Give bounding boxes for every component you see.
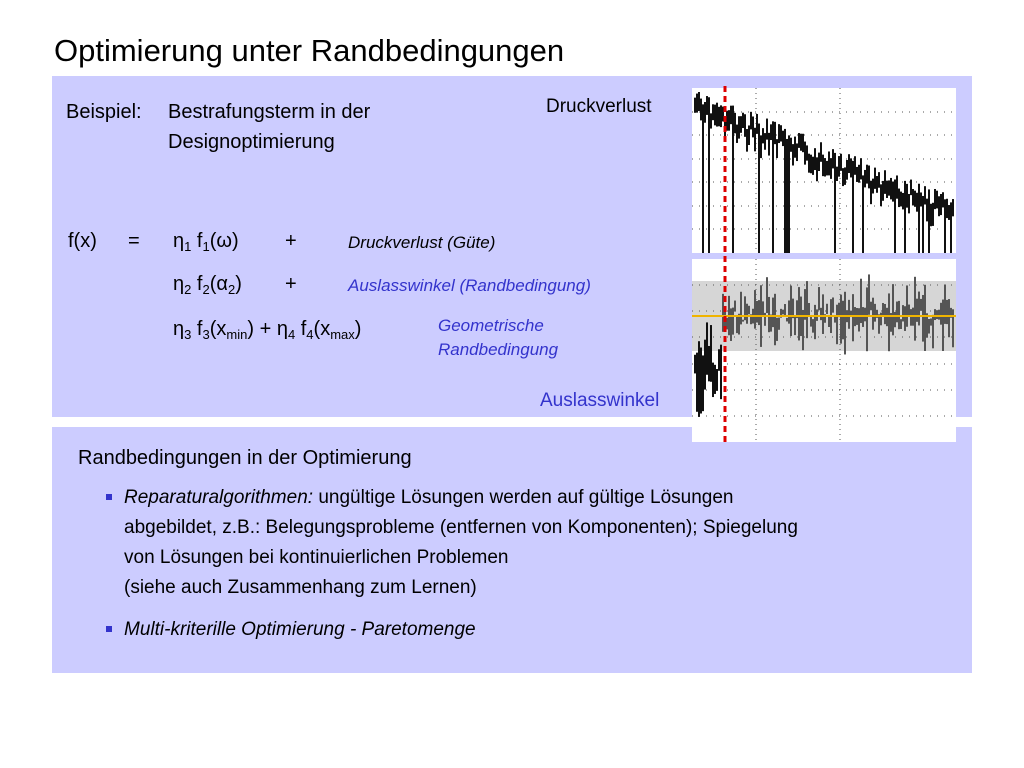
eta-subscript: 3 [184,327,192,342]
plot-trace [694,92,954,253]
argument-symbol: α [216,273,228,295]
eta-subscript: 1 [184,239,192,254]
variable-subscript: min [226,327,248,342]
plot-label-auslasswinkel: Auslasswinkel [540,390,660,411]
plot-label-druckverlust: Druckverlust [546,96,652,117]
function-subscript: 3 [202,327,210,342]
bullet-line2: abgebildet, z.B.: Belegungsprobleme (entfernen von Komponenten); Spiegelung [124,517,798,538]
note-druckverlust: Druckverlust (Güte) [348,233,496,252]
slide-title: Optimierung unter Randbedingungen [54,33,565,68]
variable-symbol: x [216,318,227,340]
bullet-reparatur [124,483,954,603]
note-auslasswinkel: Auslasswinkel (Randbedingung) [348,276,591,295]
eta-symbol: η [276,318,288,340]
function-symbol: f [300,318,307,340]
eta-subscript: 4 [287,327,296,342]
bullet-square-icon [106,494,112,500]
auslasswinkel-plot [692,259,956,442]
function-symbol: f [196,273,203,295]
eta-symbol: η [173,273,185,295]
function-symbol: f [196,230,203,252]
bullet-pareto: Multi-kriterille Optimierung - Paretomenge [124,619,476,640]
section-heading: Randbedingungen in der Optimierung [78,447,412,469]
bullet-line3: von Lösungen bei kontinuierlichen Problemen [124,547,509,568]
bullet-lead: Reparaturalgorithmen: [124,487,314,508]
eta-symbol: η [173,230,185,252]
function-subscript: 1 [202,239,210,254]
formula-plus-3: + [259,318,272,340]
formula-term-3: $\eta_3$ $f_3(x_{min}) + \eta_4$ $f_4(x_{max})$ [173,318,362,342]
function-subscript: 2 [202,282,210,297]
note-geometrische: Geometrische [438,316,544,335]
formula-term-1: $\eta_1$ $f_1(\omega)$ [173,230,239,254]
eta-symbol: η [173,318,185,340]
formula-equals: = [128,230,140,252]
formula-plus-1: + [285,230,297,252]
argument-subscript: 2 [227,282,236,297]
function-symbol: f [196,318,203,340]
bullet-line4: (siehe auch Zusammenhang zum Lernen) [124,577,477,598]
argument-symbol: ω [216,230,233,252]
druckverlust-plot [692,88,956,253]
example-line1: Bestrafungsterm in der [168,101,371,123]
variable-symbol: x [320,318,331,340]
example-label: Beispiel: [66,101,142,123]
iteration-marker [721,86,729,444]
note-randbedingung: Randbedingung [438,340,559,359]
function-subscript: 4 [306,327,314,342]
bullet-line1: ungültige Lösungen werden auf gültige Lösungen [313,487,734,508]
formula-term-2: $\eta_2$ $f_2(\alpha_2)$ [173,273,242,297]
variable-subscript: max [330,327,355,342]
formula-plus-2: + [285,273,297,295]
example-line2: Designoptimierung [168,131,335,153]
bullet-square-icon [106,626,112,632]
eta-subscript: 2 [184,282,192,297]
formula-lhs: f(x) [68,230,97,252]
